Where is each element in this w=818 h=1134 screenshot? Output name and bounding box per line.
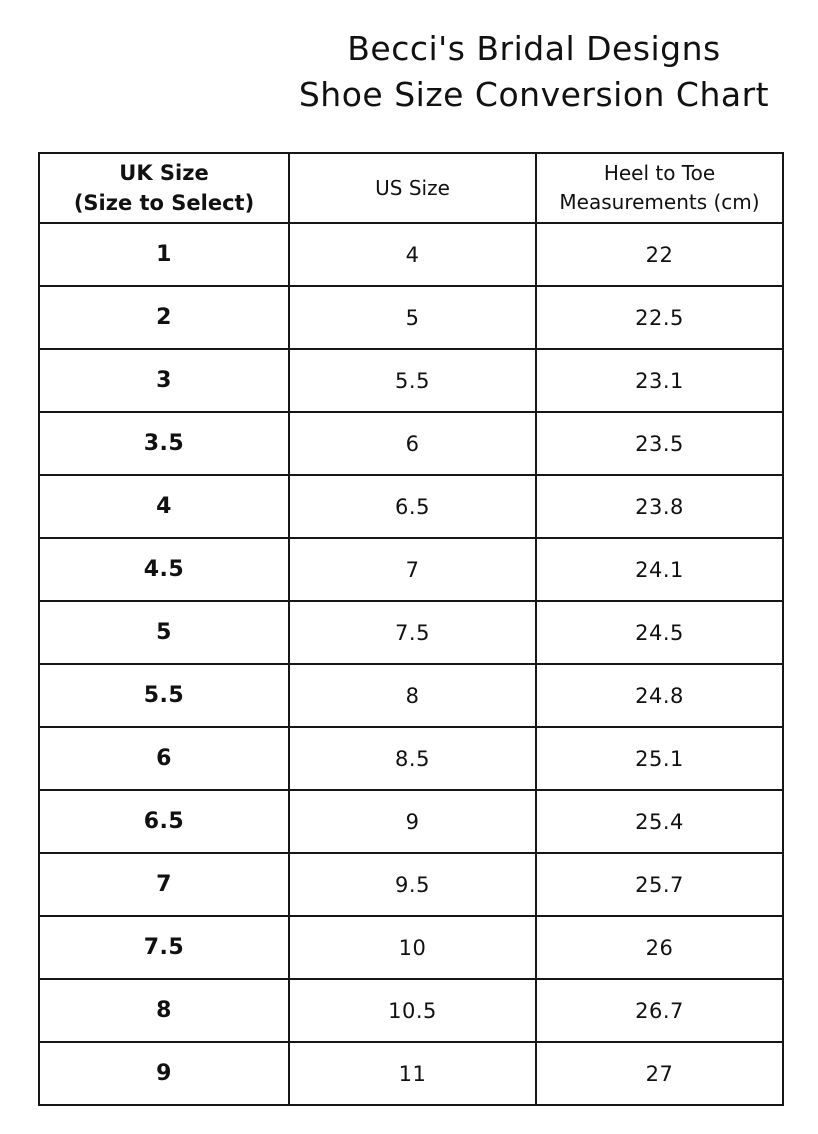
column-header-us-size (289, 153, 536, 223)
uk-size-cell: 4 (39, 475, 289, 538)
uk-size-cell: 1 (39, 223, 289, 286)
us-size-cell: 6.5 (289, 475, 536, 538)
heel-to-toe-cell: 22 (536, 223, 783, 286)
heel-to-toe-cell: 23.1 (536, 349, 783, 412)
us-size-cell: 8.5 (289, 727, 536, 790)
us-size-cell: 9.5 (289, 853, 536, 916)
uk-size-cell: 3.5 (39, 412, 289, 475)
page-title (250, 26, 818, 117)
heel-to-toe-cell: 23.5 (536, 412, 783, 475)
table-header (39, 153, 783, 223)
uk-size-cell: 5.5 (39, 664, 289, 727)
uk-size-cell: 6 (39, 727, 289, 790)
heel-to-toe-cell: 26.7 (536, 979, 783, 1042)
us-size-cell: 10 (289, 916, 536, 979)
heel-to-toe-cell: 26 (536, 916, 783, 979)
uk-size-header-line1: UK Size (119, 160, 209, 185)
uk-size-cell: 8 (39, 979, 289, 1042)
heel-to-toe-cell: 25.1 (536, 727, 783, 790)
heel-to-toe-cell: 27 (536, 1042, 783, 1105)
us-size-cell: 5 (289, 286, 536, 349)
heel-to-toe-cell: 24.1 (536, 538, 783, 601)
table-row (39, 601, 783, 664)
us-size-cell: 4 (289, 223, 536, 286)
heel-to-toe-cell: 23.8 (536, 475, 783, 538)
heel-to-toe-cell: 24.5 (536, 601, 783, 664)
us-size-cell: 11 (289, 1042, 536, 1105)
table-row (39, 538, 783, 601)
uk-size-cell: 3 (39, 349, 289, 412)
uk-size-cell: 4.5 (39, 538, 289, 601)
us-size-cell: 5.5 (289, 349, 536, 412)
table-body (39, 223, 783, 1105)
table-row (39, 223, 783, 286)
heel-header-line1: Heel to Toe (603, 161, 716, 185)
table-row (39, 790, 783, 853)
us-size-cell: 10.5 (289, 979, 536, 1042)
table-header-row (39, 153, 783, 223)
us-size-cell: 8 (289, 664, 536, 727)
us-size-cell: 6 (289, 412, 536, 475)
uk-size-cell: 7.5 (39, 916, 289, 979)
us-size-cell: 7 (289, 538, 536, 601)
us-size-cell: 9 (289, 790, 536, 853)
heel-to-toe-cell: 24.8 (536, 664, 783, 727)
heel-to-toe-cell: 25.4 (536, 790, 783, 853)
heel-header-line2: Measurements (cm) (559, 190, 760, 214)
uk-size-cell: 9 (39, 1042, 289, 1105)
table-row (39, 349, 783, 412)
uk-size-cell: 7 (39, 853, 289, 916)
table-row (39, 1042, 783, 1105)
uk-size-header-line2: (Size to Select) (73, 191, 255, 215)
table-row (39, 286, 783, 349)
table-row (39, 916, 783, 979)
uk-size-cell: 5 (39, 601, 289, 664)
us-size-header-line1: US Size (375, 175, 450, 200)
table-row (39, 853, 783, 916)
table-row (39, 664, 783, 727)
shoe-size-conversion-table (38, 152, 784, 1106)
column-header-heel-to-toe (536, 153, 783, 223)
column-header-uk-size (39, 153, 289, 223)
table-row (39, 412, 783, 475)
uk-size-cell: 6.5 (39, 790, 289, 853)
table-row (39, 475, 783, 538)
page-title-line1: Becci's Bridal Designs (347, 29, 721, 68)
us-size-cell: 7.5 (289, 601, 536, 664)
heel-to-toe-cell: 25.7 (536, 853, 783, 916)
table-row (39, 979, 783, 1042)
heel-to-toe-cell: 22.5 (536, 286, 783, 349)
uk-size-cell: 2 (39, 286, 289, 349)
table-row (39, 727, 783, 790)
page-title-line2: Shoe Size Conversion Chart (298, 74, 770, 114)
